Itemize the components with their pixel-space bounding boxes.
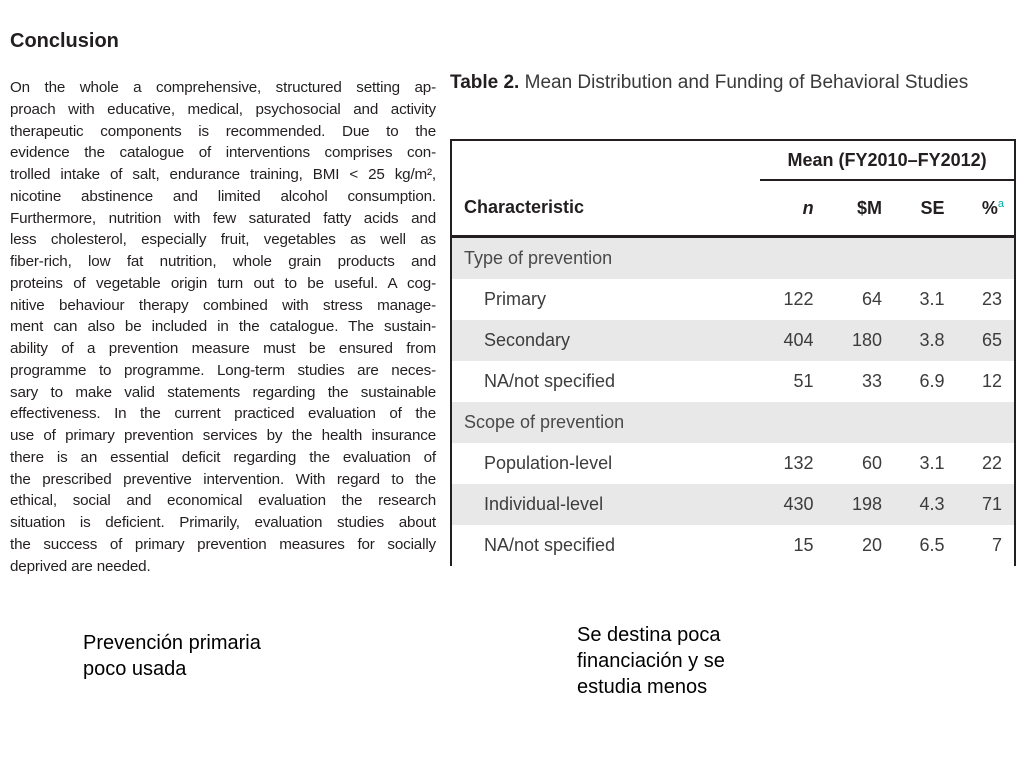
table-caption-text: Mean Distribution and Funding of Behavioral Studies — [524, 72, 969, 93]
conclusion-line: situation is deficient. Primarily, evaluation studies about — [10, 514, 436, 531]
note-primary-prevention — [83, 630, 261, 682]
table-group-header: Mean (FY2010–FY2012) — [760, 141, 1014, 180]
column-header-se: SE — [883, 180, 945, 237]
note-line: financiación y se — [577, 650, 725, 672]
conclusion-line: Furthermore, nutrition with few saturated fatty acids and — [10, 209, 436, 227]
column-header-n: n — [760, 180, 814, 237]
row-label: NA/not specified — [484, 371, 616, 391]
cell-n: 132 — [783, 453, 814, 473]
table-row — [452, 443, 1014, 484]
note-line: poco usada — [83, 658, 187, 680]
conclusion-line: evidence the catalogue of interventions comprises con- — [10, 144, 436, 162]
conclusion-line: proach with educative, medical, psychosocial and activity — [10, 100, 436, 118]
conclusion-line: less cholesterol, especially fruit, vegetables as well as — [10, 231, 436, 249]
data-table — [450, 139, 1016, 566]
conclusion-line: programme to programme. Long-term studies are neces- — [10, 361, 436, 379]
note-line: Prevención primaria — [83, 632, 261, 654]
table-group-header-row — [452, 141, 1014, 180]
table-row — [452, 320, 1014, 361]
cell-sm: 64 — [862, 289, 883, 309]
conclusion-line: the prescribed preventive intervention. With regard to the — [10, 470, 436, 488]
table-caption — [450, 70, 990, 96]
table-row — [452, 484, 1014, 525]
conclusion-line: the success of primary prevention measures for socially — [10, 535, 436, 553]
cell-sm: 20 — [862, 535, 883, 555]
conclusion-line: ability of a prevention measure must be ensured from — [10, 340, 436, 357]
cell-pct: 22 — [981, 453, 1002, 473]
column-header-sm: $M — [815, 180, 883, 237]
row-label: Primary — [484, 289, 546, 309]
conclusion-line: use of primary prevention services by the health insurance — [10, 427, 436, 444]
cell-pct: 71 — [945, 484, 1014, 525]
cell-se: 3.1 — [919, 289, 945, 309]
cell-sm: 60 — [862, 453, 883, 473]
footnote-marker: a — [997, 197, 1004, 210]
cell-se: 3.8 — [883, 320, 945, 361]
conclusion-line: deprived are needed. — [10, 557, 151, 575]
table-row — [452, 525, 1014, 566]
cell-n: 430 — [760, 484, 814, 525]
row-label: Secondary — [452, 320, 760, 361]
cell-se: 3.1 — [919, 453, 945, 473]
conclusion-line: ethical, social and economical evaluation the research — [10, 492, 436, 510]
cell-pct: 23 — [981, 289, 1002, 309]
row-label: Population-level — [484, 453, 613, 473]
conclusion-line: sary to make valid statements regarding the sustainable — [10, 383, 436, 401]
cell-sm: 33 — [862, 371, 883, 391]
column-header-characteristic: Characteristic — [452, 180, 760, 237]
cell-pct: 7 — [991, 535, 1002, 555]
cell-se: 6.9 — [919, 371, 945, 391]
note-funding — [577, 622, 725, 700]
row-label: Type of prevention — [452, 237, 760, 280]
conclusion-line: proteins of vegetable origin turn out to be useful. A cog- — [10, 274, 436, 292]
row-label: Scope of prevention — [452, 402, 760, 443]
conclusion-line: On the whole a comprehensive, structured setting ap- — [10, 79, 436, 96]
cell-n: 404 — [760, 320, 814, 361]
conclusion-line: trolled intake of salt, endurance training, BMI < 25 kg/m², — [10, 166, 436, 183]
conclusion-line: nitive behaviour therapy combined with stress manage- — [10, 296, 436, 314]
row-label: NA/not specified — [484, 535, 616, 555]
conclusion-line: there is an essential deficit regarding the evaluation of — [10, 448, 436, 466]
table-section-row — [452, 402, 1014, 443]
table-row — [452, 279, 1014, 320]
conclusion-line: effectiveness. In the current practiced evaluation of the — [10, 405, 436, 423]
conclusion-heading: Conclusion — [10, 30, 119, 52]
note-line: Se destina poca — [577, 624, 721, 646]
cell-n: 51 — [793, 371, 814, 391]
cell-n: 15 — [793, 535, 814, 555]
table-caption-tag: Table 2. — [450, 72, 520, 93]
cell-se: 4.3 — [883, 484, 945, 525]
note-line: estudia menos — [577, 676, 708, 698]
conclusion-line: ment can also be included in the catalogue. The sustain- — [10, 318, 436, 336]
cell-pct: 65 — [945, 320, 1014, 361]
column-header-pct — [945, 180, 1014, 237]
conclusion-paragraph — [10, 77, 436, 577]
cell-se: 6.5 — [919, 535, 945, 555]
conclusion-line: fiber-rich, low fat nutrition, whole grain products and — [10, 253, 436, 270]
table-column-header-row — [452, 180, 1014, 237]
column-header-pct-label: % — [981, 197, 998, 218]
table-row — [452, 361, 1014, 402]
conclusion-line: therapeutic components is recommended. Due to the — [10, 122, 436, 140]
cell-n: 122 — [783, 289, 814, 309]
conclusion-line: nicotine abstinence and limited alcohol consumption. — [10, 187, 436, 205]
cell-sm: 180 — [815, 320, 883, 361]
cell-pct: 12 — [981, 371, 1002, 391]
row-label: Individual-level — [452, 484, 760, 525]
cell-sm: 198 — [815, 484, 883, 525]
table-section-row — [452, 237, 1014, 280]
